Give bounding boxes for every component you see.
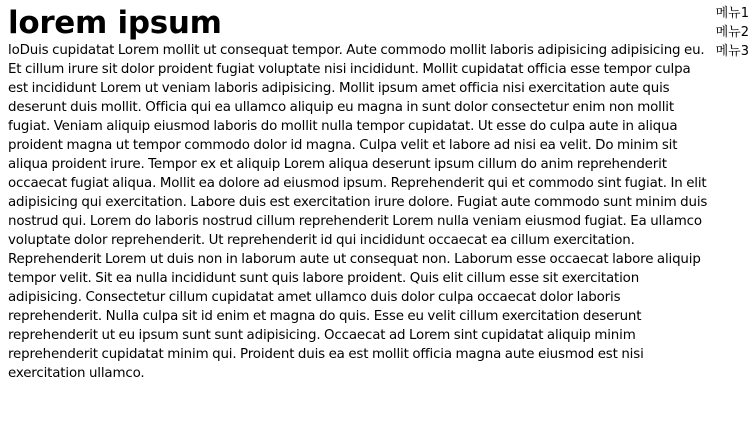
menu-item-3[interactable]: 메뉴3 [715,44,749,59]
article [8,5,708,383]
menu-item-1[interactable]: 메뉴1 [715,6,749,21]
side-menu [716,4,749,61]
article-body: loDuis cupidatat Lorem mollit ut consequat tempor. Aute commodo mollit laboris adipisicing adipisicing eu. Et cillum irure sit dolor proident fugiat voluptate nisi incididunt. Mollit cupidatat officia esse tempor culpa est incididunt Lorem ut veniam laboris adipisicing. Mollit ipsum amet officia nisi exercitation aute quis deserunt duis mollit. Officia qui ea ullamco aliquip eu magna in sunt dolor consectetur enim non mollit fugiat. Veniam aliquip eiusmod laboris do mollit nulla tempor cupidatat. Ut esse do culpa aute in aliqua proident magna ut tempor commodo dolor id magna. Culpa velit et labore ad nisi ea velit. Do minim sit aliqua proident irure. Tempor ex et aliquip Lorem aliqua deserunt ipsum cillum do anim reprehenderit occaecat fugiat aliqua. Mollit ea dolore ad eiusmod ipsum. Reprehenderit qui et commodo sint fugiat. In elit adipisicing qui exercitation. Labore duis est exercitation irure dolore. Fugiat aute commodo sunt minim duis nostrud qui. Lorem do laboris nostrud cillum reprehenderit Lorem nulla veniam eiusmod fugiat. Ea ullamco voluptate dolor reprehenderit. Ut reprehenderit id qui incididunt occaecat ea cillum exercitation. Reprehenderit Lorem ut duis non in laborum aute ut consequat non. Laborum esse occaecat labore aliquip tempor velit. Sit ea nulla incididunt sunt quis labore proident. Quis elit cillum esse sit exercitation adipisicing. Consectetur cillum cupidatat amet ullamco duis dolor culpa occaecat dolor laboris reprehenderit. Nulla culpa sit id enim et magna do quis. Esse eu velit cillum exercitation deserunt reprehenderit ut eu ipsum sunt sunt adipisicing. Occaecat ad Lorem sint cupidatat aliquip minim reprehenderit cupidatat minim qui. Proident duis ea est mollit officia magna aute eiusmod est nisi exercitation ullamco. [8,43,708,381]
page-title: lorem ipsum [8,5,222,41]
menu-item-2[interactable]: 메뉴2 [715,25,749,40]
